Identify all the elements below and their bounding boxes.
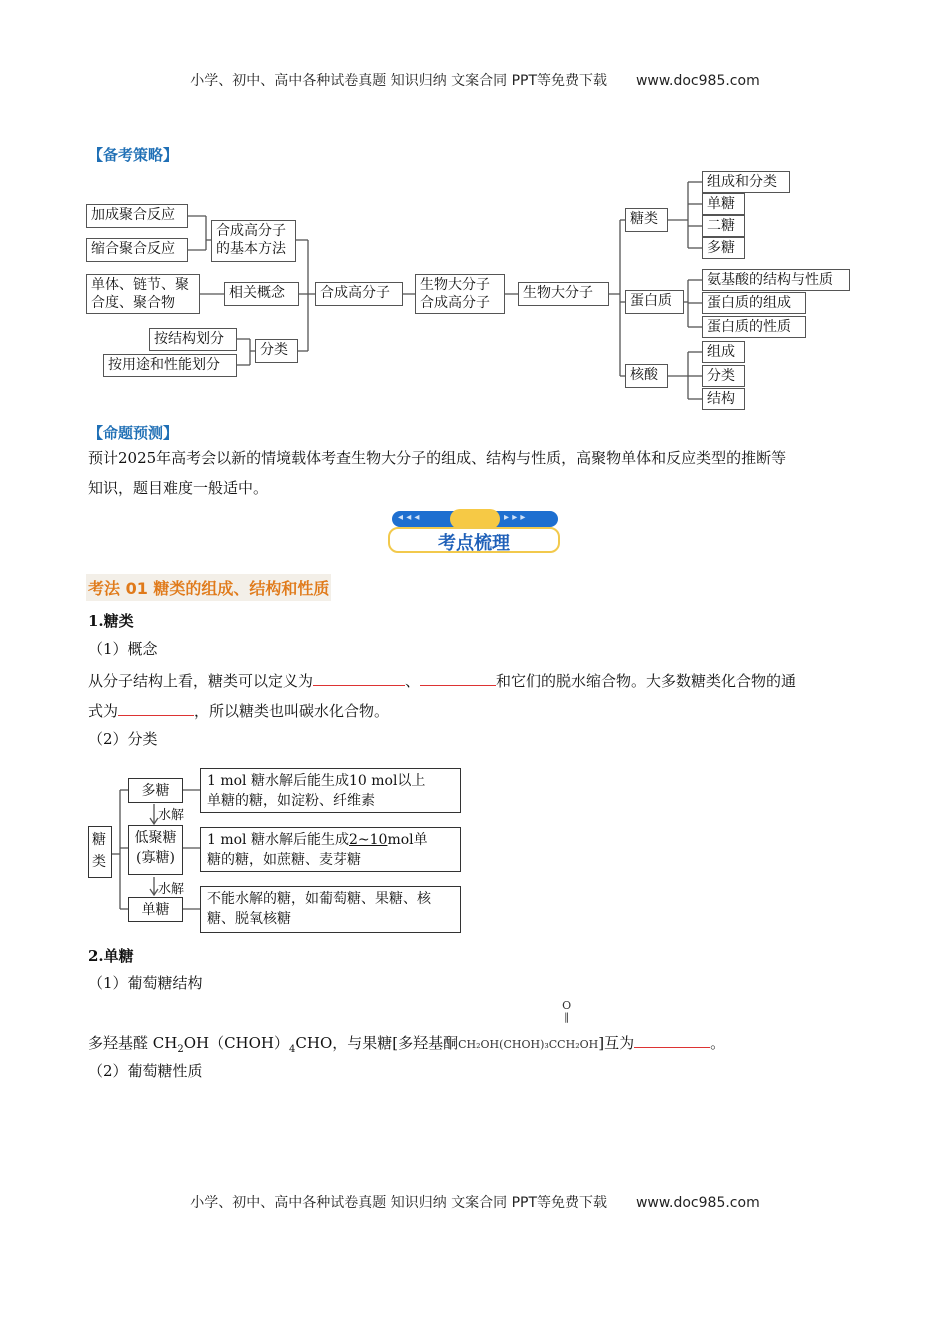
class-oligo-line1: 低聚糖 xyxy=(134,830,177,846)
glucose-sub-4: 4 xyxy=(289,1044,296,1055)
kaofa-heading: 考法 01 糖类的组成、结构和性质 xyxy=(86,574,331,601)
oligo-desc-b: mol单 xyxy=(387,832,428,848)
section-2-title: 2.单糖 xyxy=(88,947,134,965)
concept-text-b: 、 xyxy=(405,672,421,690)
prediction-paragraph xyxy=(88,443,878,503)
section-1-title: 1.糖类 xyxy=(88,612,134,630)
poly-desc-line1: 1 mol 糖水解后能生成10 mol以上 xyxy=(207,773,426,789)
node-sugars: 糖类 xyxy=(625,208,668,232)
node-addition-polymerization: 加成聚合反应 xyxy=(86,204,188,228)
node-monomer-concepts xyxy=(86,274,200,314)
classification-diagram xyxy=(86,766,466,938)
glucose-text-c: CHO，与果糖[多羟基酮 xyxy=(295,1034,459,1052)
glucose-sub-2: 2 xyxy=(177,1044,184,1055)
oligo-desc-a: 1 mol 糖水解后能生成 xyxy=(207,832,349,848)
oligo-desc-range: 2~10 xyxy=(349,832,388,848)
blank-4[interactable] xyxy=(634,1031,710,1048)
node-related-concepts: 相关概念 xyxy=(224,282,299,306)
oligo-desc-line2: 糖的糖，如蔗糖、麦芽糖 xyxy=(207,852,361,868)
class-poly-desc xyxy=(200,768,461,813)
footer-text: 小学、初中、高中各种试卷真题 知识归纳 文案合同 PPT等免费下载 xyxy=(190,1195,608,1211)
strategy-heading: 【备考策略】 xyxy=(88,146,179,164)
glucose-text-e: 。 xyxy=(710,1034,726,1052)
class-mono-desc xyxy=(200,886,461,933)
glucose-properties-subheading: （2）葡萄糖性质 xyxy=(88,1062,203,1080)
glucose-text-a: 多羟基醛 CH xyxy=(88,1034,178,1052)
class-oligo-line2: (寡糖) xyxy=(136,850,175,866)
node-monomer-line1: 单体、链节、聚 xyxy=(91,277,189,293)
node-sugar-composition: 组成和分类 xyxy=(702,171,790,193)
node-nucleic-structure: 结构 xyxy=(702,388,745,410)
node-disaccharide: 二糖 xyxy=(702,215,745,237)
fructose-carbonyl-o: O xyxy=(562,999,572,1012)
node-amino-acids: 氨基酸的结构与性质 xyxy=(702,269,850,291)
node-synthesis-methods xyxy=(211,220,296,262)
class-root-line2: 类 xyxy=(92,854,106,870)
class-root-line1: 糖 xyxy=(92,832,106,848)
node-protein-composition: 蛋白质的组成 xyxy=(702,292,806,314)
banner-title: 考点梳理 xyxy=(438,533,510,554)
banner-pill xyxy=(450,509,500,529)
node-proteins: 蛋白质 xyxy=(625,290,684,314)
prediction-heading: 【命题预测】 xyxy=(88,424,179,442)
node-monosaccharide: 单糖 xyxy=(702,193,745,215)
node-nucleic-classification: 分类 xyxy=(702,365,745,387)
concept-text-c: 和它们的脱水缩合物。大多数糖类化合物的通 xyxy=(496,672,797,690)
node-bio-synthetic-line2: 合成高分子 xyxy=(420,295,490,311)
blank-2[interactable] xyxy=(420,669,496,686)
node-classification: 分类 xyxy=(255,339,298,363)
node-biomacromolecules: 生物大分子 xyxy=(518,282,609,306)
concept-text-e: ，所以糖类也叫碳水化合物。 xyxy=(194,702,390,720)
poly-desc-line2: 单糖的糖，如淀粉、纤维素 xyxy=(207,793,375,809)
node-by-structure: 按结构划分 xyxy=(149,328,237,351)
node-synthesis-line1: 合成高分子 xyxy=(216,223,286,239)
concept-subheading: （1）概念 xyxy=(88,640,158,658)
concept-paragraph xyxy=(88,666,888,726)
node-nucleic-composition: 组成 xyxy=(702,341,745,363)
blank-3[interactable] xyxy=(118,699,194,716)
class-oligo-desc xyxy=(200,827,461,872)
mono-desc-line1: 不能水解的糖，如葡萄糖、果糖、核 xyxy=(207,891,431,907)
node-by-use: 按用途和性能划分 xyxy=(103,354,237,377)
hydrolysis-label-1: 水解 xyxy=(158,808,185,823)
footer-site: www.doc985.com xyxy=(635,1195,760,1211)
class-poly: 多糖 xyxy=(128,778,183,803)
banner-arrows-left-icon: ◂ ◂ ◂ xyxy=(398,512,420,523)
header-text: 小学、初中、高中各种试卷真题 知识归纳 文案合同 PPT等免费下载 xyxy=(190,73,608,89)
hydrolysis-label-2: 水解 xyxy=(158,882,185,897)
fructose-double-bond-icon: ‖ xyxy=(564,1012,570,1023)
section-banner xyxy=(388,509,562,555)
node-condensation-polymerization: 缩合聚合反应 xyxy=(86,238,188,262)
node-protein-properties: 蛋白质的性质 xyxy=(702,316,806,338)
class-root xyxy=(88,826,112,878)
classify-subheading: （2）分类 xyxy=(88,730,158,748)
class-oligo xyxy=(128,825,183,875)
glucose-structure-subheading: （1）葡萄糖结构 xyxy=(88,974,203,992)
glucose-text-b: OH（CHOH） xyxy=(183,1034,290,1052)
node-synthesis-line2: 的基本方法 xyxy=(216,241,286,257)
banner-arrows-right-icon: ▸ ▸ ▸ xyxy=(504,512,526,523)
node-synthetic-polymers: 合成高分子 xyxy=(315,282,403,306)
node-polysaccharide: 多糖 xyxy=(702,237,745,259)
fructose-formula-text: CH₂OH(CHOH)₃CCH₂OH xyxy=(458,1038,599,1051)
prediction-line2: 知识，题目难度一般适中。 xyxy=(88,479,269,497)
fructose-formula xyxy=(458,999,599,1060)
glucose-text-d: ]互为 xyxy=(598,1034,635,1052)
header-site: www.doc985.com xyxy=(635,73,760,89)
prediction-line1: 预计2025年高考会以新的情境载体考查生物大分子的组成、结构与性质，高聚物单体和反应类型的推断等 xyxy=(88,449,787,467)
class-mono: 单糖 xyxy=(128,897,183,922)
node-bio-synthetic xyxy=(415,274,505,314)
mono-desc-line2: 糖、脱氧核糖 xyxy=(207,911,291,927)
concept-text-d: 式为 xyxy=(88,702,119,720)
page-footer xyxy=(0,1192,950,1212)
node-monomer-line2: 合度、聚合物 xyxy=(91,295,175,311)
node-nucleic-acids: 核酸 xyxy=(625,364,668,388)
node-bio-synthetic-line1: 生物大分子 xyxy=(420,277,490,293)
concept-text-a: 从分子结构上看，糖类可以定义为 xyxy=(88,672,314,690)
mindmap xyxy=(0,0,950,420)
blank-1[interactable] xyxy=(313,669,405,686)
